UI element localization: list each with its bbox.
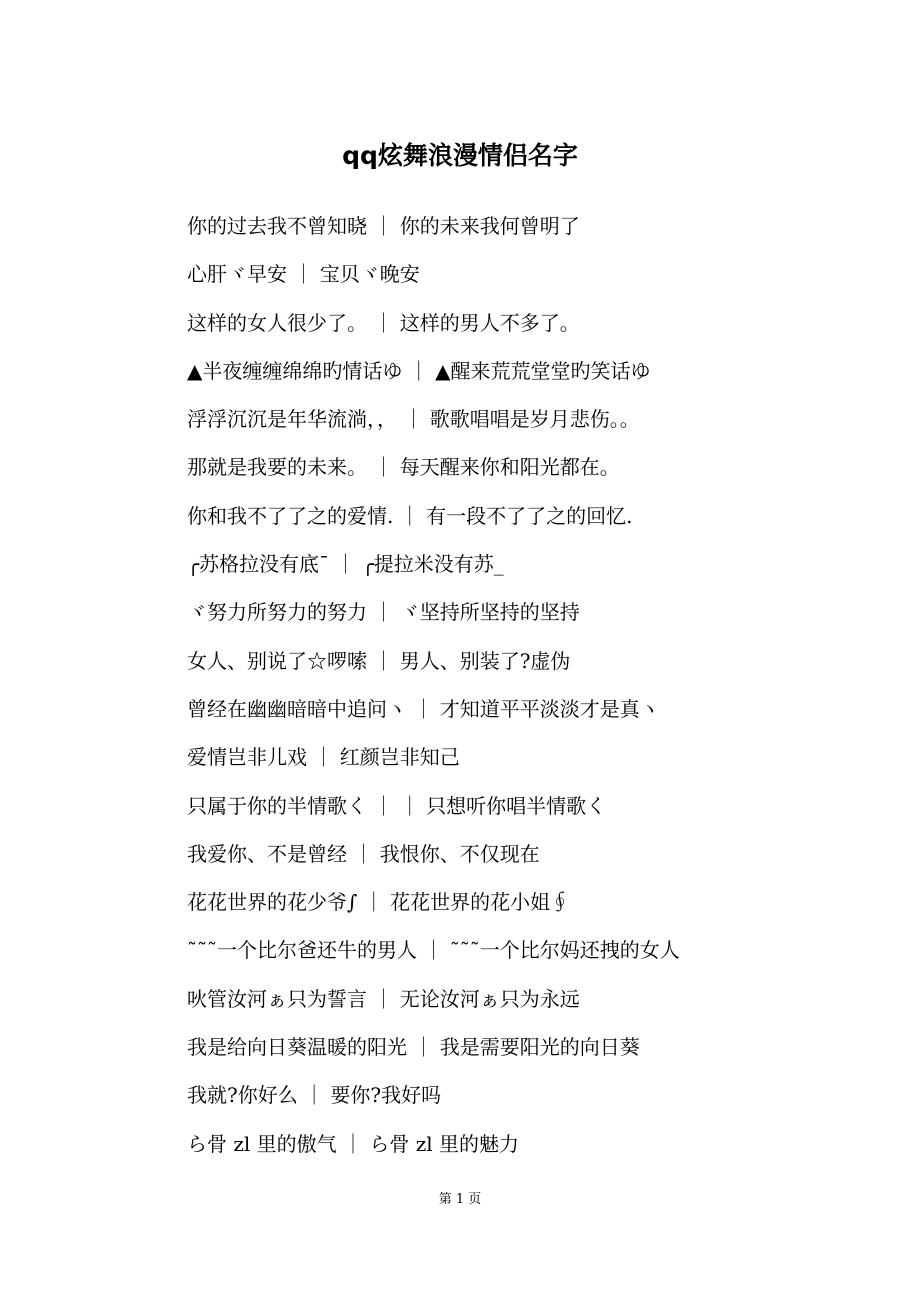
list-item: ヾ努力所努力的努力 ｜ ヾ坚持所坚持的坚持 <box>187 600 580 625</box>
list-item: 我是给向日葵温暖的阳光 ｜ 我是需要阳光的向日葵 <box>187 1035 640 1060</box>
list-item: 爱情岂非儿戏 ｜ 红颜岂非知己 <box>187 745 460 770</box>
name-pair-list <box>187 202 887 1168</box>
list-item: ら骨 zl 里的傲气 ｜ ら骨 zl 里的魅力 <box>187 1131 520 1156</box>
list-item: 只属于你的半情歌く ｜ ｜ 只想听你唱半情歌く <box>187 793 607 818</box>
page-number-suffix: 页 <box>468 1192 482 1207</box>
list-item: 女人、别说了☆啰嗦 ｜ 男人、别装了?虚伪 <box>187 648 571 673</box>
list-item: 花花世界的花少爷∫ ｜ 花花世界的花小姐∮ <box>187 890 571 915</box>
list-item: 我就?你好么 ｜ 要你?我好吗 <box>187 1083 442 1108</box>
list-item: 我爱你、不是曾经 ｜ 我恨你、不仅现在 <box>187 841 540 866</box>
list-item: ▲半夜缠缠绵绵旳情话ゆ ｜ ▲醒来荒荒堂堂旳笑话ゆ <box>187 358 651 383</box>
list-item: 曾经在幽幽暗暗中追问ヽ ｜ 才知道平平淡淡才是真ヽ <box>187 696 660 721</box>
list-item: 这样的女人很少了。 ｜ 这样的男人不多了。 <box>187 310 580 335</box>
page-number: 1 <box>455 1192 465 1207</box>
list-item: 浮浮沉沉是年华流淌，， ｜ 歌歌唱唱是岁月悲伤。。 <box>187 407 640 432</box>
list-item: 你和我不了了之的爱情. ｜ 有一段不了了之的回忆. <box>187 503 633 528</box>
list-item: ╭苏格拉没有底¯ ｜ ╭提拉米没有苏_ <box>187 552 504 577</box>
page-number-prefix: 第 <box>438 1192 452 1207</box>
list-item: 吙管汝河ぁ只为誓言 ｜ 无论汝河ぁ只为永远 <box>187 986 580 1011</box>
list-item: ˜˜˜一个比尔爸还牛的男人 ｜ ˜˜˜一个比尔妈还拽的女人 <box>187 938 680 963</box>
page-footer <box>0 1188 920 1212</box>
list-item: 那就是我要的未来。 ｜ 每天醒来你和阳光都在。 <box>187 455 620 480</box>
list-item: 你的过去我不曾知晓 ｜ 你的未来我何曾明了 <box>187 214 580 238</box>
list-item: 心肝ヾ早安 ｜ 宝贝ヾ晚安 <box>187 262 420 287</box>
document-title: qq炫舞浪漫情侣名字 <box>342 141 578 170</box>
